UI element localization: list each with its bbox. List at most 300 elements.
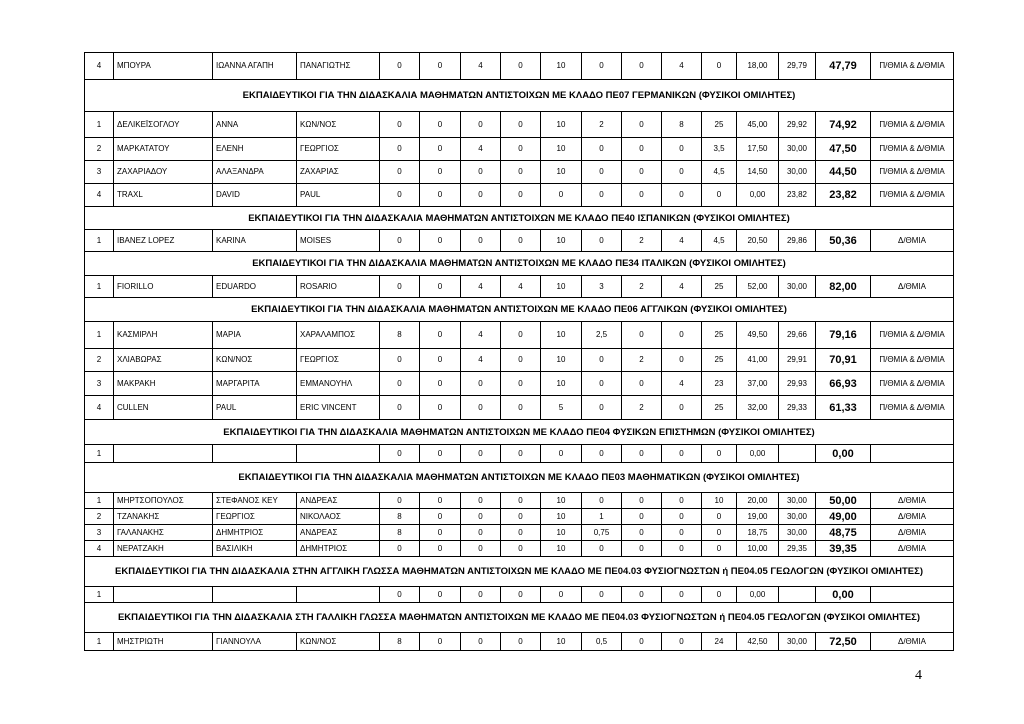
language-score-cell: 30,00 [779, 276, 816, 298]
score-c-cell: 0 [461, 396, 501, 420]
score-a-cell: 0 [380, 493, 420, 509]
score-i-cell: 25 [702, 396, 737, 420]
score-f-cell: 0 [582, 53, 622, 80]
language-score-cell: 29,92 [779, 112, 816, 138]
score-a-cell: 0 [380, 372, 420, 396]
total-score-cell: 72,50 [816, 633, 871, 651]
first-name-cell [213, 587, 297, 603]
score-f-cell: 0 [582, 541, 622, 557]
score-g-cell: 0 [622, 112, 662, 138]
eligibility-cell: Δ/ΘΜΙΑ [871, 276, 954, 298]
language-score-cell: 30,00 [779, 161, 816, 184]
score-c-cell: 4 [461, 276, 501, 298]
eligibility-cell [871, 587, 954, 603]
first-name-cell: DAVID [213, 184, 297, 207]
surname-cell: ΚΑΣΜΙΡΛΗ [114, 322, 213, 349]
score-f-cell: 0,75 [582, 525, 622, 541]
score-d-cell: 4 [501, 276, 541, 298]
language-score-cell: 29,86 [779, 230, 816, 252]
father-name-cell: ROSARIO [297, 276, 380, 298]
total-score-cell: 0,00 [816, 587, 871, 603]
table-row [85, 525, 954, 541]
total-score-cell: 0,00 [816, 445, 871, 463]
score-h-cell: 0 [662, 138, 702, 161]
score-c-cell: 0 [461, 112, 501, 138]
score-e-cell: 10 [541, 276, 582, 298]
score-g-cell: 0 [622, 138, 662, 161]
total-score-cell: 23,82 [816, 184, 871, 207]
score-g-cell: 0 [622, 372, 662, 396]
total-score-cell: 47,79 [816, 53, 871, 80]
score-f-cell: 0 [582, 396, 622, 420]
score-e-cell: 10 [541, 372, 582, 396]
score-e-cell: 10 [541, 230, 582, 252]
eligibility-cell: Δ/ΘΜΙΑ [871, 230, 954, 252]
subtotal-cell: 19,00 [737, 509, 779, 525]
surname-cell: ΜΑΚΡΑΚΗ [114, 372, 213, 396]
eligibility-cell: Π/ΘΜΙΑ & Δ/ΘΜΙΑ [871, 322, 954, 349]
eligibility-cell: Δ/ΘΜΙΑ [871, 509, 954, 525]
ranking-table [84, 52, 954, 651]
score-h-cell: 0 [662, 509, 702, 525]
father-name-cell: ΠΑΝΑΓΙΩΤΗΣ [297, 53, 380, 80]
father-name-cell: ΖΑΧΑΡΙΑΣ [297, 161, 380, 184]
father-name-cell: ΔΗΜΗΤΡΙΟΣ [297, 541, 380, 557]
score-h-cell: 4 [662, 372, 702, 396]
score-a-cell: 0 [380, 349, 420, 372]
row-number-cell: 1 [85, 445, 114, 463]
subtotal-cell: 17,50 [737, 138, 779, 161]
score-d-cell: 0 [501, 509, 541, 525]
score-a-cell: 0 [380, 112, 420, 138]
score-a-cell: 0 [380, 184, 420, 207]
score-h-cell: 0 [662, 525, 702, 541]
score-d-cell: 0 [501, 112, 541, 138]
row-number-cell: 3 [85, 161, 114, 184]
score-i-cell: 0 [702, 509, 737, 525]
category-header-row [85, 557, 954, 587]
category-header: ΕΚΠΑΙΔΕΥΤΙΚΟΙ ΓΙΑ ΤΗΝ ΔΙΔΑΣΚΑΛΙΑ ΜΑΘΗΜΑΤΩΝ ΑΝΤΙΣΤΟΙΧΩΝ ΜΕ ΚΛΑΔΟ ΠΕ03 ΜΑΘΗΜΑΤΙΚΩΝ (ΦΥΣΙΚΟΙ ΟΜΙΛΗΤΕΣ) [85, 463, 954, 493]
father-name-cell: ΑΝΔΡΕΑΣ [297, 493, 380, 509]
total-score-cell: 48,75 [816, 525, 871, 541]
eligibility-cell: Δ/ΘΜΙΑ [871, 493, 954, 509]
father-name-cell: ΚΩΝ/ΝΟΣ [297, 112, 380, 138]
score-c-cell: 0 [461, 230, 501, 252]
subtotal-cell: 0,00 [737, 445, 779, 463]
category-header-row [85, 80, 954, 112]
father-name-cell [297, 445, 380, 463]
first-name-cell: ΔΗΜΗΤΡΙΟΣ [213, 525, 297, 541]
score-e-cell: 5 [541, 396, 582, 420]
first-name-cell: KARINA [213, 230, 297, 252]
score-f-cell: 0 [582, 372, 622, 396]
first-name-cell: ΕΛΕΝΗ [213, 138, 297, 161]
score-g-cell: 0 [622, 541, 662, 557]
father-name-cell: ΑΝΔΡΕΑΣ [297, 525, 380, 541]
score-c-cell: 0 [461, 372, 501, 396]
table-row [85, 349, 954, 372]
score-i-cell: 25 [702, 322, 737, 349]
score-i-cell: 4,5 [702, 230, 737, 252]
score-g-cell: 2 [622, 396, 662, 420]
score-b-cell: 0 [420, 322, 461, 349]
language-score-cell: 29,91 [779, 349, 816, 372]
score-g-cell: 0 [622, 161, 662, 184]
score-e-cell: 10 [541, 161, 582, 184]
score-a-cell: 0 [380, 138, 420, 161]
subtotal-cell: 10,00 [737, 541, 779, 557]
table-row [85, 372, 954, 396]
language-score-cell: 23,82 [779, 184, 816, 207]
score-b-cell: 0 [420, 493, 461, 509]
surname-cell: ΜΑΡΚΑΤΑΤΟΥ [114, 138, 213, 161]
surname-cell: FIORILLO [114, 276, 213, 298]
score-c-cell: 4 [461, 138, 501, 161]
table-row [85, 541, 954, 557]
score-b-cell: 0 [420, 509, 461, 525]
language-score-cell: 29,66 [779, 322, 816, 349]
subtotal-cell: 42,50 [737, 633, 779, 651]
row-number-cell: 2 [85, 509, 114, 525]
score-h-cell: 8 [662, 112, 702, 138]
language-score-cell [779, 587, 816, 603]
father-name-cell: PAUL [297, 184, 380, 207]
father-name-cell [297, 587, 380, 603]
row-number-cell: 4 [85, 184, 114, 207]
eligibility-cell: Π/ΘΜΙΑ & Δ/ΘΜΙΑ [871, 112, 954, 138]
language-score-cell: 29,35 [779, 541, 816, 557]
score-h-cell: 0 [662, 445, 702, 463]
score-a-cell: 0 [380, 161, 420, 184]
score-b-cell: 0 [420, 112, 461, 138]
score-i-cell: 25 [702, 112, 737, 138]
score-c-cell: 0 [461, 509, 501, 525]
total-score-cell: 66,93 [816, 372, 871, 396]
total-score-cell: 82,00 [816, 276, 871, 298]
row-number-cell: 1 [85, 633, 114, 651]
row-number-cell: 1 [85, 322, 114, 349]
score-i-cell: 24 [702, 633, 737, 651]
score-h-cell: 0 [662, 633, 702, 651]
score-i-cell: 0 [702, 525, 737, 541]
total-score-cell: 50,00 [816, 493, 871, 509]
score-f-cell: 0 [582, 161, 622, 184]
score-h-cell: 4 [662, 53, 702, 80]
score-e-cell: 10 [541, 541, 582, 557]
category-header-row [85, 207, 954, 230]
score-b-cell: 0 [420, 349, 461, 372]
eligibility-cell: Δ/ΘΜΙΑ [871, 541, 954, 557]
score-f-cell: 0 [582, 349, 622, 372]
father-name-cell: MOISES [297, 230, 380, 252]
surname-cell: ΜΠΟΥΡΑ [114, 53, 213, 80]
score-g-cell: 0 [622, 587, 662, 603]
score-g-cell: 2 [622, 230, 662, 252]
category-header-row [85, 603, 954, 633]
score-e-cell: 10 [541, 633, 582, 651]
table-row [85, 509, 954, 525]
surname-cell: IBANEZ LOPEZ [114, 230, 213, 252]
first-name-cell: ΒΑΣΙΛΙΚΗ [213, 541, 297, 557]
table-row [85, 587, 954, 603]
score-i-cell: 10 [702, 493, 737, 509]
subtotal-cell: 52,00 [737, 276, 779, 298]
score-b-cell: 0 [420, 396, 461, 420]
surname-cell: ΜΗΡΤΣΟΠΟΥΛΟΣ [114, 493, 213, 509]
row-number-cell: 4 [85, 396, 114, 420]
surname-cell: ΜΗΣΤΡΙΩΤΗ [114, 633, 213, 651]
father-name-cell: ΝΙΚΟΛΑΟΣ [297, 509, 380, 525]
language-score-cell [779, 445, 816, 463]
subtotal-cell: 0,00 [737, 184, 779, 207]
score-a-cell: 0 [380, 541, 420, 557]
score-h-cell: 0 [662, 349, 702, 372]
father-name-cell: ΧΑΡΑΛΑΜΠΟΣ [297, 322, 380, 349]
score-d-cell: 0 [501, 53, 541, 80]
score-c-cell: 0 [461, 184, 501, 207]
score-e-cell: 10 [541, 509, 582, 525]
score-b-cell: 0 [420, 633, 461, 651]
category-header: ΕΚΠΑΙΔΕΥΤΙΚΟΙ ΓΙΑ ΤΗΝ ΔΙΔΑΣΚΑΛΙΑ ΜΑΘΗΜΑΤΩΝ ΑΝΤΙΣΤΟΙΧΩΝ ΜΕ ΚΛΑΔΟ ΠΕ04 ΦΥΣΙΚΩΝ ΕΠΙΣΤΗΜΩΝ (ΦΥΣΙΚΟΙ ΟΜΙΛΗΤΕΣ) [85, 420, 954, 445]
subtotal-cell: 49,50 [737, 322, 779, 349]
score-a-cell: 0 [380, 53, 420, 80]
score-b-cell: 0 [420, 161, 461, 184]
table-row [85, 230, 954, 252]
surname-cell: TRAXL [114, 184, 213, 207]
score-d-cell: 0 [501, 138, 541, 161]
category-header: ΕΚΠΑΙΔΕΥΤΙΚΟΙ ΓΙΑ ΤΗΝ ΔΙΔΑΣΚΑΛΙΑ ΜΑΘΗΜΑΤΩΝ ΑΝΤΙΣΤΟΙΧΩΝ ΜΕ ΚΛΑΔΟ ΠΕ40 ΙΣΠΑΝΙΚΩΝ (ΦΥΣΙΚΟΙ ΟΜΙΛΗΤΕΣ) [85, 207, 954, 230]
category-header-row [85, 252, 954, 276]
score-d-cell: 0 [501, 184, 541, 207]
score-a-cell: 0 [380, 587, 420, 603]
score-f-cell: 0 [582, 587, 622, 603]
eligibility-cell: Π/ΘΜΙΑ & Δ/ΘΜΙΑ [871, 161, 954, 184]
score-d-cell: 0 [501, 322, 541, 349]
first-name-cell: ΚΩΝ/ΝΟΣ [213, 349, 297, 372]
score-h-cell: 0 [662, 161, 702, 184]
score-f-cell: 0,5 [582, 633, 622, 651]
score-h-cell: 0 [662, 587, 702, 603]
language-score-cell: 30,00 [779, 138, 816, 161]
score-e-cell: 10 [541, 349, 582, 372]
table-row [85, 445, 954, 463]
score-d-cell: 0 [501, 445, 541, 463]
total-score-cell: 39,35 [816, 541, 871, 557]
score-g-cell: 0 [622, 53, 662, 80]
score-g-cell: 0 [622, 493, 662, 509]
surname-cell: CULLEN [114, 396, 213, 420]
table-row [85, 161, 954, 184]
score-i-cell: 4,5 [702, 161, 737, 184]
score-h-cell: 0 [662, 184, 702, 207]
score-d-cell: 0 [501, 372, 541, 396]
total-score-cell: 49,00 [816, 509, 871, 525]
row-number-cell: 1 [85, 493, 114, 509]
score-d-cell: 0 [501, 525, 541, 541]
score-h-cell: 4 [662, 230, 702, 252]
first-name-cell: ΜΑΡΓΑΡΙΤΑ [213, 372, 297, 396]
row-number-cell: 1 [85, 230, 114, 252]
total-score-cell: 47,50 [816, 138, 871, 161]
language-score-cell: 30,00 [779, 493, 816, 509]
total-score-cell: 50,36 [816, 230, 871, 252]
score-i-cell: 3,5 [702, 138, 737, 161]
score-g-cell: 0 [622, 525, 662, 541]
score-e-cell: 10 [541, 138, 582, 161]
score-e-cell: 10 [541, 112, 582, 138]
score-i-cell: 0 [702, 184, 737, 207]
score-c-cell: 0 [461, 445, 501, 463]
score-c-cell: 4 [461, 322, 501, 349]
first-name-cell: ΑΝΝΑ [213, 112, 297, 138]
row-number-cell: 1 [85, 276, 114, 298]
score-f-cell: 0 [582, 230, 622, 252]
table-row [85, 184, 954, 207]
table-row [85, 276, 954, 298]
surname-cell: ΓΑΛΑΝΑΚΗΣ [114, 525, 213, 541]
table-row [85, 138, 954, 161]
first-name-cell: ΓΕΩΡΓΙΟΣ [213, 509, 297, 525]
eligibility-cell: Δ/ΘΜΙΑ [871, 633, 954, 651]
father-name-cell: ΕΜΜΑΝΟΥΗΛ [297, 372, 380, 396]
first-name-cell: ΙΩΑΝΝΑ ΑΓΑΠΗ [213, 53, 297, 80]
score-f-cell: 1 [582, 509, 622, 525]
total-score-cell: 61,33 [816, 396, 871, 420]
category-header-row [85, 298, 954, 322]
score-c-cell: 4 [461, 349, 501, 372]
score-i-cell: 25 [702, 349, 737, 372]
surname-cell: ΔΕΛΙΚΕΪΣΟΓΛΟΥ [114, 112, 213, 138]
category-header-row [85, 463, 954, 493]
score-b-cell: 0 [420, 230, 461, 252]
father-name-cell: ΓΕΩΡΓΙΟΣ [297, 349, 380, 372]
category-header: ΕΚΠΑΙΔΕΥΤΙΚΟΙ ΓΙΑ ΤΗΝ ΔΙΔΑΣΚΑΛΙΑ ΣΤΗΝ ΑΓΓΛΙΚΗ ΓΛΩΣΣΑ ΜΑΘΗΜΑΤΩΝ ΑΝΤΙΣΤΟΙΧΩΝ ΜΕ ΚΛΑΔΟ ΜΕ ΠΕ04.03 ΦΥΣΙΟΓΝΩΣΤΩΝ ή ΠΕ04.05 ΓΕΩΛΟΓΩΝ (ΦΥΣΙΚΟΙ ΟΜΙΛΗΤΕΣ) [85, 557, 954, 587]
score-g-cell: 0 [622, 445, 662, 463]
score-a-cell: 8 [380, 633, 420, 651]
subtotal-cell: 45,00 [737, 112, 779, 138]
score-c-cell: 0 [461, 541, 501, 557]
score-g-cell: 2 [622, 276, 662, 298]
first-name-cell: ΓΙΑΝΝΟΥΛΑ [213, 633, 297, 651]
category-header: ΕΚΠΑΙΔΕΥΤΙΚΟΙ ΓΙΑ ΤΗΝ ΔΙΔΑΣΚΑΛΙΑ ΜΑΘΗΜΑΤΩΝ ΑΝΤΙΣΤΟΙΧΩΝ ΜΕ ΚΛΑΔΟ ΠΕ07 ΓΕΡΜΑΝΙΚΩΝ (ΦΥΣΙΚΟΙ ΟΜΙΛΗΤΕΣ) [85, 80, 954, 112]
score-a-cell: 8 [380, 525, 420, 541]
score-c-cell: 0 [461, 161, 501, 184]
language-score-cell: 30,00 [779, 633, 816, 651]
score-f-cell: 2 [582, 112, 622, 138]
father-name-cell: ΓΕΩΡΓΙΟΣ [297, 138, 380, 161]
subtotal-cell: 20,50 [737, 230, 779, 252]
score-c-cell: 4 [461, 53, 501, 80]
row-number-cell: 3 [85, 372, 114, 396]
score-f-cell: 0 [582, 445, 622, 463]
score-d-cell: 0 [501, 230, 541, 252]
score-g-cell: 0 [622, 322, 662, 349]
surname-cell: ΖΑΧΑΡΙΑΔΟΥ [114, 161, 213, 184]
page-number: 4 [915, 668, 922, 683]
total-score-cell: 70,91 [816, 349, 871, 372]
score-i-cell: 0 [702, 587, 737, 603]
father-name-cell: ΚΩΝ/ΝΟΣ [297, 633, 380, 651]
subtotal-cell: 14,50 [737, 161, 779, 184]
score-i-cell: 25 [702, 276, 737, 298]
language-score-cell: 29,79 [779, 53, 816, 80]
table-row [85, 112, 954, 138]
score-b-cell: 0 [420, 53, 461, 80]
score-c-cell: 0 [461, 587, 501, 603]
category-header: ΕΚΠΑΙΔΕΥΤΙΚΟΙ ΓΙΑ ΤΗΝ ΔΙΔΑΣΚΑΛΙΑ ΜΑΘΗΜΑΤΩΝ ΑΝΤΙΣΤΟΙΧΩΝ ΜΕ ΚΛΑΔΟ ΠΕ06 ΑΓΓΛΙΚΩΝ (ΦΥΣΙΚΟΙ ΟΜΙΛΗΤΕΣ) [85, 298, 954, 322]
language-score-cell: 29,33 [779, 396, 816, 420]
score-h-cell: 0 [662, 493, 702, 509]
table-row [85, 396, 954, 420]
score-g-cell: 0 [622, 509, 662, 525]
score-a-cell: 0 [380, 396, 420, 420]
category-header: ΕΚΠΑΙΔΕΥΤΙΚΟΙ ΓΙΑ ΤΗΝ ΔΙΔΑΣΚΑΛΙΑ ΣΤΗ ΓΑΛΛΙΚΗ ΓΛΩΣΣΑ ΜΑΘΗΜΑΤΩΝ ΑΝΤΙΣΤΟΙΧΩΝ ΜΕ ΚΛΑΔΟ ΜΕ ΠΕ04.03 ΦΥΣΙΟΓΝΩΣΤΩΝ ή ΠΕ04.05 ΓΕΩΛΟΓΩΝ (ΦΥΣΙΚΟΙ ΟΜΙΛΗΤΕΣ) [85, 603, 954, 633]
score-h-cell: 0 [662, 322, 702, 349]
score-d-cell: 0 [501, 349, 541, 372]
score-b-cell: 0 [420, 541, 461, 557]
score-f-cell: 0 [582, 493, 622, 509]
score-b-cell: 0 [420, 372, 461, 396]
language-score-cell: 29,93 [779, 372, 816, 396]
score-f-cell: 0 [582, 138, 622, 161]
score-d-cell: 0 [501, 396, 541, 420]
score-d-cell: 0 [501, 161, 541, 184]
score-c-cell: 0 [461, 493, 501, 509]
score-b-cell: 0 [420, 184, 461, 207]
category-header: ΕΚΠΑΙΔΕΥΤΙΚΟΙ ΓΙΑ ΤΗΝ ΔΙΔΑΣΚΑΛΙΑ ΜΑΘΗΜΑΤΩΝ ΑΝΤΙΣΤΟΙΧΩΝ ΜΕ ΚΛΑΔΟ ΠΕ34 ΙΤΑΛΙΚΩΝ (ΦΥΣΙΚΟΙ ΟΜΙΛΗΤΕΣ) [85, 252, 954, 276]
score-d-cell: 0 [501, 493, 541, 509]
score-h-cell: 4 [662, 276, 702, 298]
surname-cell [114, 445, 213, 463]
eligibility-cell: Π/ΘΜΙΑ & Δ/ΘΜΙΑ [871, 396, 954, 420]
score-f-cell: 0 [582, 184, 622, 207]
score-a-cell: 0 [380, 276, 420, 298]
subtotal-cell: 0,00 [737, 587, 779, 603]
language-score-cell: 30,00 [779, 525, 816, 541]
score-g-cell: 0 [622, 184, 662, 207]
score-d-cell: 0 [501, 541, 541, 557]
eligibility-cell [871, 445, 954, 463]
eligibility-cell: Π/ΘΜΙΑ & Δ/ΘΜΙΑ [871, 53, 954, 80]
score-e-cell: 0 [541, 184, 582, 207]
score-c-cell: 0 [461, 633, 501, 651]
score-c-cell: 0 [461, 525, 501, 541]
subtotal-cell: 18,75 [737, 525, 779, 541]
first-name-cell: EDUARDO [213, 276, 297, 298]
surname-cell: ΧΛΙΑΒΩΡΑΣ [114, 349, 213, 372]
score-h-cell: 0 [662, 541, 702, 557]
score-f-cell: 2,5 [582, 322, 622, 349]
row-number-cell: 4 [85, 53, 114, 80]
score-a-cell: 0 [380, 230, 420, 252]
table-row [85, 633, 954, 651]
eligibility-cell: Π/ΘΜΙΑ & Δ/ΘΜΙΑ [871, 138, 954, 161]
score-i-cell: 23 [702, 372, 737, 396]
table-row [85, 322, 954, 349]
score-e-cell: 10 [541, 53, 582, 80]
score-i-cell: 0 [702, 53, 737, 80]
row-number-cell: 1 [85, 112, 114, 138]
category-header-row [85, 420, 954, 445]
eligibility-cell: Π/ΘΜΙΑ & Δ/ΘΜΙΑ [871, 372, 954, 396]
subtotal-cell: 37,00 [737, 372, 779, 396]
score-b-cell: 0 [420, 138, 461, 161]
score-a-cell: 0 [380, 445, 420, 463]
score-e-cell: 10 [541, 322, 582, 349]
eligibility-cell: Δ/ΘΜΙΑ [871, 525, 954, 541]
score-b-cell: 0 [420, 276, 461, 298]
score-e-cell: 0 [541, 587, 582, 603]
